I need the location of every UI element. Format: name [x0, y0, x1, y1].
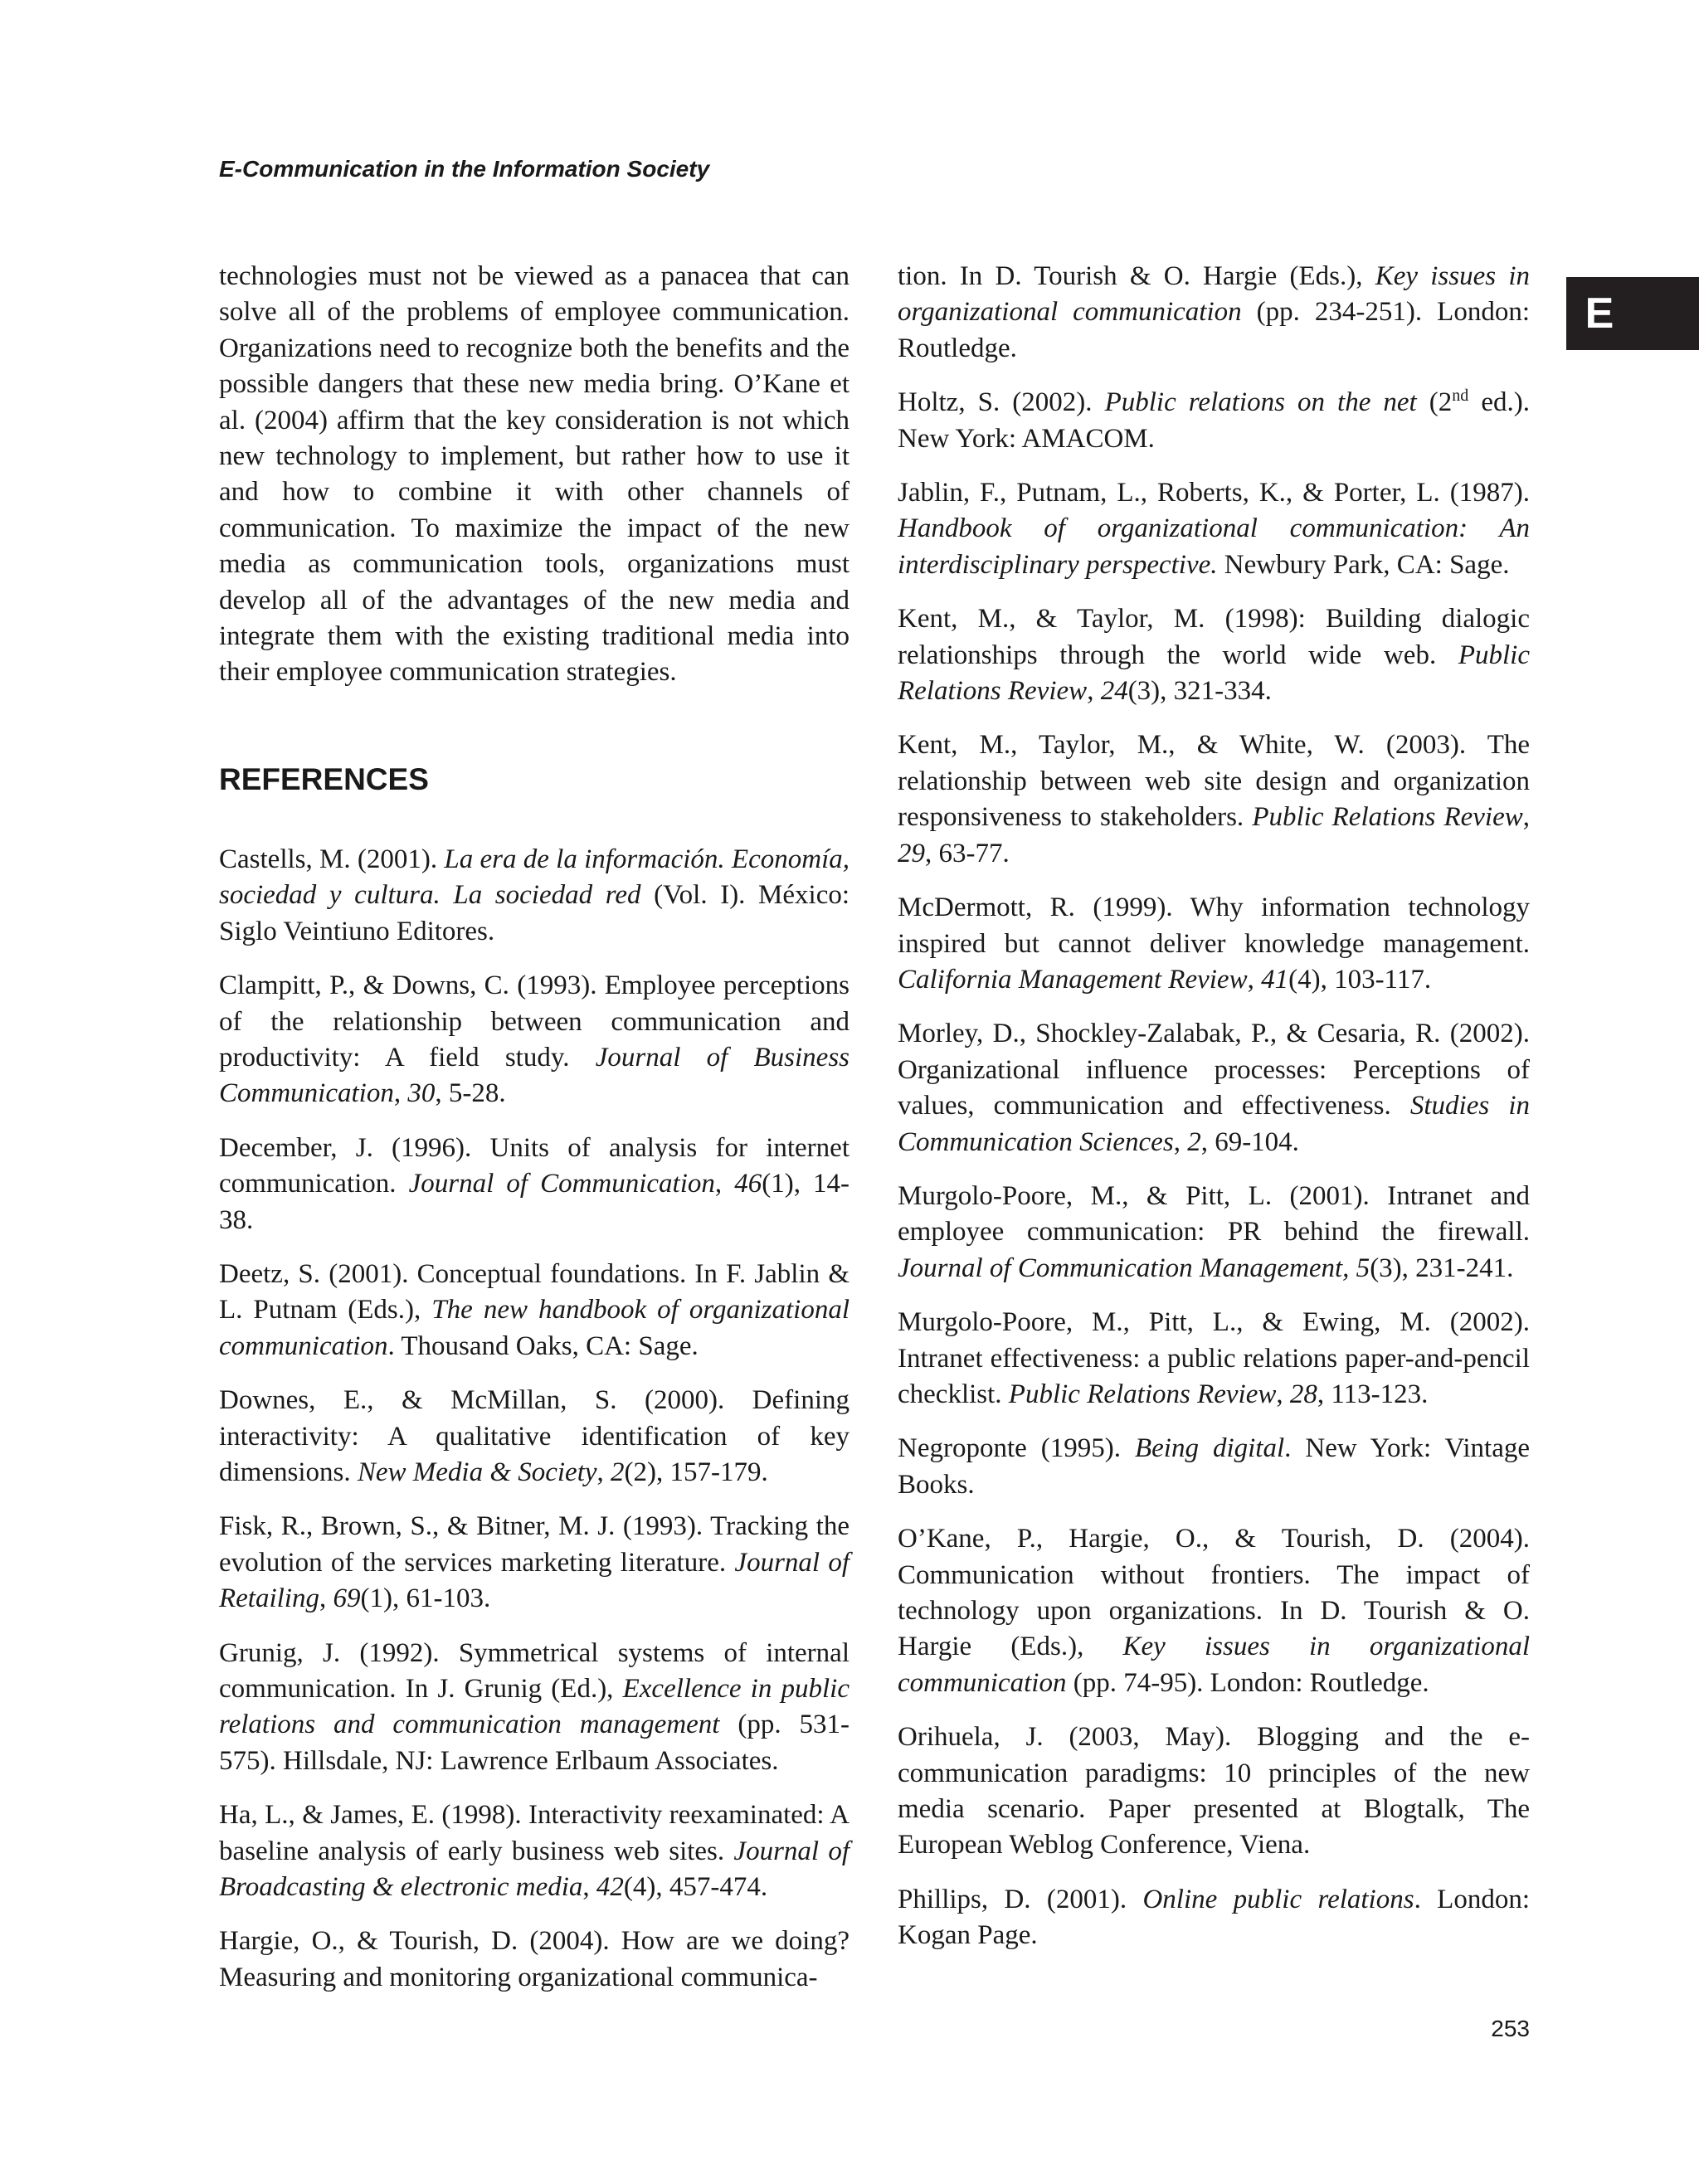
reference-entry: [898, 385, 1530, 457]
reference-text: (3), 231-241.: [1370, 1253, 1514, 1283]
reference-italic-text: Key issues in organizational communication: [898, 1632, 1530, 1698]
reference-italic-text: Journal of Broadcasting & electronic media: [219, 1836, 850, 1903]
reference-entry: [219, 1797, 850, 1905]
reference-entry: [219, 1257, 850, 1364]
reference-text: , 5-28.: [435, 1078, 506, 1109]
reference-italic-text: New Media & Society: [357, 1457, 597, 1487]
reference-italic-text: 41: [1261, 964, 1289, 995]
reference-text: (4), 457-474.: [623, 1872, 768, 1903]
reference-text: Negroponte (1995).: [898, 1433, 1135, 1464]
reference-text: ,: [714, 1169, 735, 1199]
reference-text: Holtz, S. (2002).: [898, 387, 1105, 418]
reference-text: (3), 321-334.: [1127, 676, 1272, 707]
reference-text: Grunig, J. (1992). Symmetrical systems of internal communication. In J. Grunig (Ed.),: [219, 1637, 850, 1704]
reference-italic-text: 28: [1289, 1379, 1317, 1409]
reference-entry: [898, 1431, 1530, 1503]
reference-text: Newbury Park, CA: Sage.: [1217, 549, 1510, 580]
reference-list-left: [219, 842, 850, 1996]
reference-text: McDermott, R. (1999). Why information technology inspired but cannot deliver knowledge management.: [898, 893, 1530, 959]
section-tab-letter: E: [1585, 289, 1614, 338]
reference-entry: [898, 727, 1530, 872]
reference-entry: [219, 1509, 850, 1617]
reference-italic-text: Excellence in public relations and communication management: [219, 1674, 850, 1740]
reference-italic-text: Journal of Retailing: [219, 1547, 850, 1614]
reference-text: Kent, M., Taylor, M., & White, W. (2003). The relationship between web site design and organization responsiveness to stakeholders.: [898, 730, 1530, 833]
reference-entry: [898, 1719, 1530, 1864]
reference-italic-text: 46: [734, 1169, 762, 1199]
reference-italic-text: Public Relations Review: [1252, 802, 1523, 833]
reference-text: Orihuela, J. (2003, May). Blogging and the e-communication paradigms: 10 principles of the new media scenario. Paper presented at Blogtalk, The European Weblog Conference, Viena.: [898, 1722, 1530, 1861]
page-number: 253: [1491, 2016, 1530, 2041]
reference-italic-text: Studies in Communication Sciences: [898, 1091, 1530, 1157]
reference-entry: [898, 601, 1530, 709]
reference-italic-text: The new handbook of organizational communication: [219, 1295, 850, 1361]
reference-text: Murgolo-Poore, M., Pitt, L., & Ewing, M. (2002). Intranet effectiveness: a public relations paper-and-pencil checklist.: [898, 1307, 1530, 1409]
reference-text: Hargie, O., & Tourish, D. (2004). How are we doing? Measuring and monitoring organizational communica-: [219, 1926, 850, 1992]
reference-list-right: [898, 259, 1530, 1954]
reference-text: Phillips, D. (2001).: [898, 1884, 1143, 1914]
reference-italic-text: Public Relations Review: [1008, 1379, 1277, 1409]
reference-text: ,: [596, 1457, 611, 1487]
reference-text: (Vol. I). México: Siglo Veintiuno Editores.: [219, 880, 850, 946]
reference-entry: [898, 1179, 1530, 1287]
reference-italic-text: Online public relations: [1142, 1884, 1414, 1914]
reference-text: tion. In D. Tourish & O. Hargie (Eds.),: [898, 261, 1375, 291]
reference-text: ed.). New York: AMACOM.: [898, 387, 1530, 454]
reference-italic-text: 29: [898, 838, 925, 868]
reference-italic-text: La era de la información. Economía, sociedad y cultura. La sociedad red: [219, 844, 850, 911]
reference-entry: [898, 1016, 1530, 1160]
reference-text: ,: [1276, 1379, 1290, 1409]
reference-text: ,: [1247, 964, 1262, 995]
reference-text: December, J. (1996). Units of analysis for internet communication.: [219, 1132, 850, 1199]
reference-italic-text: 2: [611, 1457, 625, 1487]
reference-text: ,: [582, 1872, 596, 1903]
reference-italic-text: California Management Review: [898, 964, 1248, 995]
reference-text: , 113-123.: [1317, 1379, 1429, 1409]
reference-text: , 69-104.: [1200, 1126, 1299, 1157]
reference-italic-text: Journal of Business Communication: [219, 1042, 850, 1109]
reference-text: (2: [1416, 387, 1453, 418]
reference-text: Ha, L., & James, E. (1998). Interactivity reexaminated: A baseline analysis of early business web sites.: [219, 1800, 850, 1866]
reference-text: Deetz, S. (2001). Conceptual foundations. In F. Jablin & L. Putnam (Eds.),: [219, 1258, 850, 1325]
reference-italic-text: Journal of Communication Management, 5: [898, 1253, 1370, 1283]
reference-italic-text: Public Relations Review: [898, 640, 1530, 707]
reference-entry: [898, 1305, 1530, 1413]
reference-entry: [219, 1131, 850, 1238]
reference-text: Castells, M. (2001).: [219, 844, 445, 874]
reference-text: Jablin, F., Putnam, L., Roberts, K., & Porter, L. (1987).: [898, 478, 1530, 508]
reference-entry: [219, 842, 850, 950]
reference-superscript: nd: [1452, 387, 1469, 406]
reference-entry: [219, 1924, 850, 1996]
reference-italic-text: Handbook of organizational communication: An interdisciplinary perspective.: [898, 513, 1530, 580]
reference-text: ,: [319, 1583, 333, 1614]
reference-italic-text: 69: [333, 1583, 361, 1614]
left-column: [219, 259, 850, 2014]
reference-entry: [898, 1521, 1530, 1701]
reference-entry: [898, 1882, 1530, 1954]
reference-text: . London: Kogan Page.: [898, 1884, 1530, 1951]
reference-text: ,: [1173, 1126, 1188, 1157]
reference-text: ,: [1087, 676, 1101, 707]
reference-entry: [898, 475, 1530, 583]
reference-italic-text: Key issues in organizational communication: [898, 261, 1530, 328]
reference-text: (2), 157-179.: [624, 1457, 768, 1487]
reference-text: Morley, D., Shockley-Zalabak, P., & Cesaria, R. (2002). Organizational influence processes: Perceptions of values, communication and effectiveness.: [898, 1019, 1530, 1121]
reference-text: Murgolo-Poore, M., & Pitt, L. (2001). Intranet and employee communication: PR behind the firewall.: [898, 1180, 1530, 1248]
reference-entry: [219, 1636, 850, 1780]
reference-entry: [219, 968, 850, 1112]
reference-italic-text: Public relations on the net: [1104, 387, 1417, 418]
reference-text: (pp. 74-95). London: Routledge.: [1066, 1667, 1429, 1698]
reference-text: ,: [393, 1078, 408, 1109]
reference-text: (pp. 234-251). London: Routledge.: [898, 297, 1530, 363]
reference-text: Downes, E., & McMillan, S. (2000). Defining interactivity: A qualitative identification of key dimensions.: [219, 1385, 850, 1487]
reference-italic-text: Journal of Communication: [408, 1169, 715, 1199]
reference-text: . New York: Vintage Books.: [898, 1433, 1531, 1500]
reference-text: (4), 103-117.: [1288, 964, 1432, 995]
reference-text: Fisk, R., Brown, S., & Bitner, M. J. (1993). Tracking the evolution of the services marketing literature.: [219, 1511, 850, 1578]
reference-text: Kent, M., & Taylor, M. (1998): Building dialogic relationships through the world wide web.: [898, 604, 1530, 670]
reference-entry: [898, 259, 1530, 367]
section-tab: [1566, 277, 1699, 350]
intro-paragraph: technologies must not be viewed as a panacea that can solve all of the problems of employee communication. Organizations need to recognize both the benefits and the possible dangers that these new media bring. O’Kane et al. (2004) affirm that the key consideration is not which new technology to implement, but rather how to use it and how to combine it with other channels of communication. To maximize the impact of the new media as communication tools, organizations must develop all of the advantages of the new media and integrate them with the existing traditional media into their employee communication strategies.: [219, 261, 850, 688]
reference-text: Clampitt, P., & Downs, C. (1993). Employee perceptions of the relationship between communication and productivity: A field study.: [219, 970, 850, 1073]
reference-text: , 63-77.: [925, 838, 1010, 868]
reference-italic-text: 24: [1100, 676, 1128, 707]
reference-italic-text: 2: [1187, 1126, 1201, 1157]
reference-italic-text: 42: [596, 1872, 624, 1903]
running-title: E-Communication in the Information Society: [219, 156, 710, 182]
reference-italic-text: 30: [407, 1078, 436, 1109]
reference-text: (1), 61-103.: [360, 1583, 491, 1614]
reference-text: . Thousand Oaks, CA: Sage.: [387, 1330, 699, 1361]
reference-text: ,: [1522, 802, 1530, 833]
reference-text: (pp. 531-575). Hillsdale, NJ: Lawrence Erlbaum Associates.: [219, 1710, 850, 1776]
reference-text: (1), 14-38.: [219, 1169, 850, 1235]
right-column: [898, 259, 1530, 1972]
reference-italic-text: Being digital: [1135, 1433, 1285, 1464]
reference-entry: [898, 890, 1530, 998]
references-heading: REFERENCES: [219, 761, 429, 796]
reference-text: O’Kane, P., Hargie, O., & Tourish, D. (2004). Communication without frontiers. The impact of technology upon organizations. In D. Tourish & O. Hargie (Eds.),: [898, 1524, 1530, 1662]
reference-entry: [219, 1383, 850, 1491]
